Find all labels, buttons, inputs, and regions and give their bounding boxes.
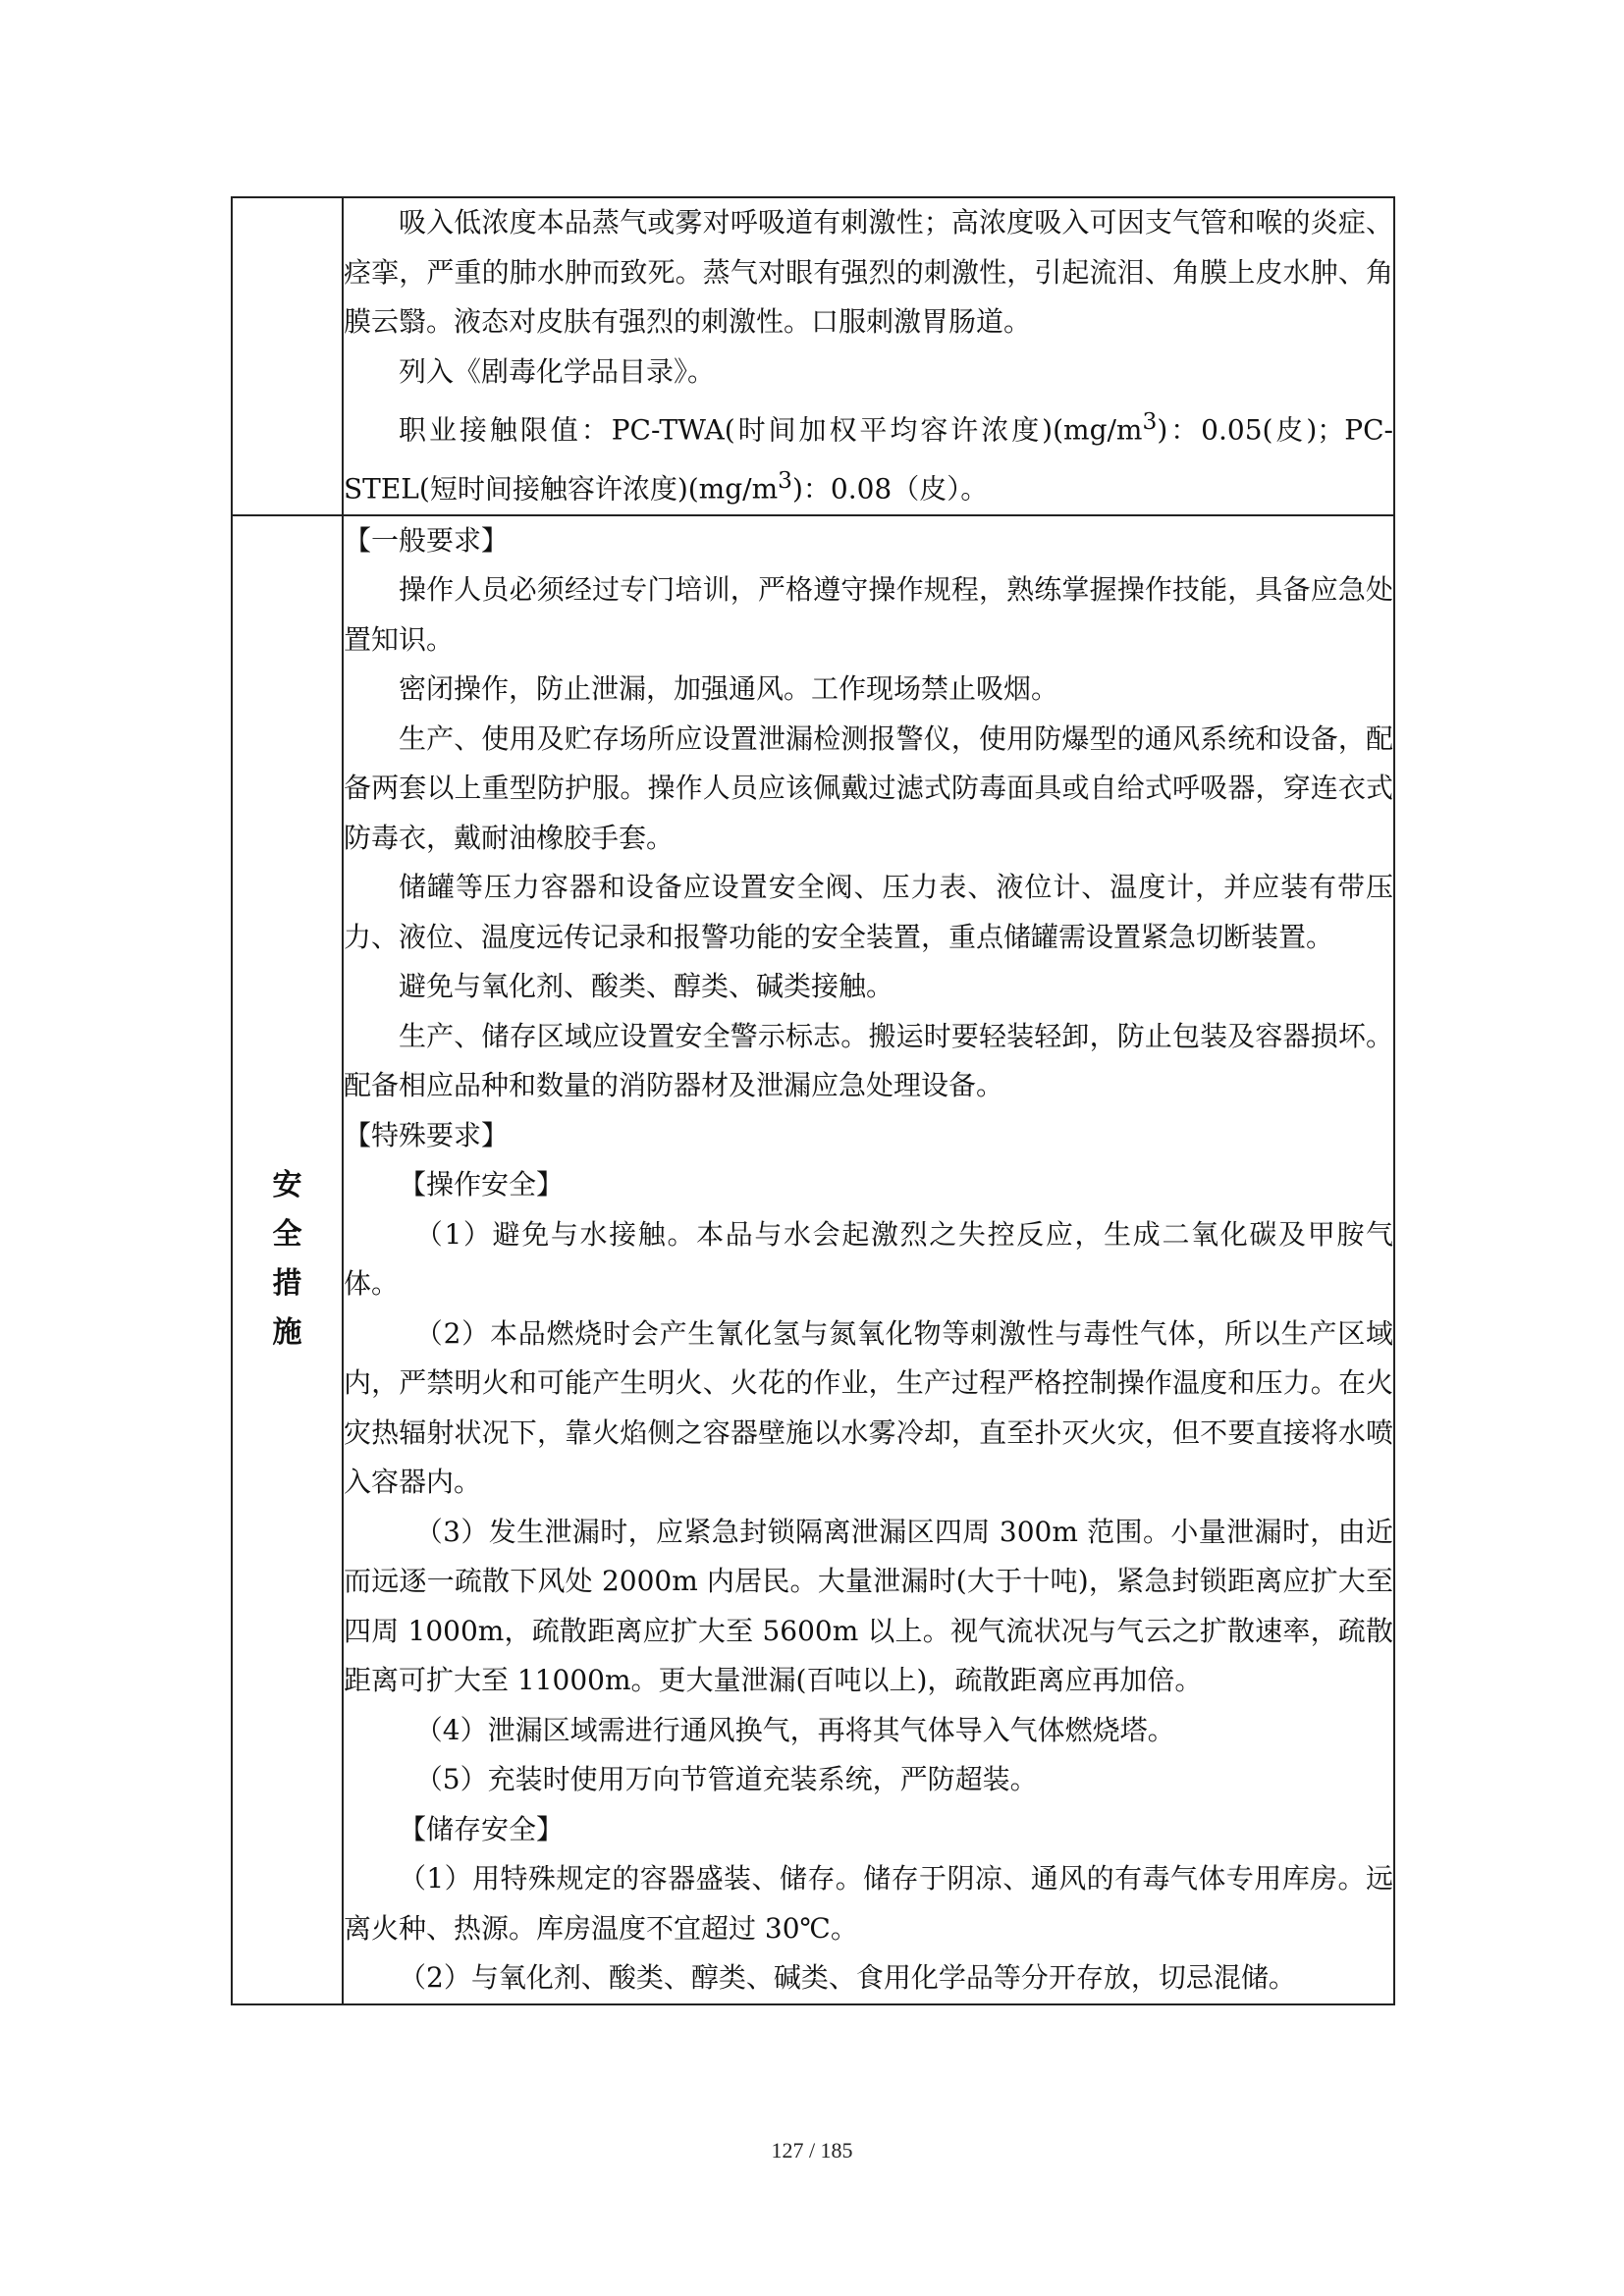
limit-superscript-2: 3 (778, 465, 792, 494)
general-paragraph: 生产、使用及贮存场所应设置泄漏检测报警仪，使用防爆型的通风系统和设备，配备两套以上重型防护服。操作人员应该佩戴过滤式防毒面具或自给式呼吸器，穿连衣式防毒衣，戴耐油橡胶手套。 (344, 721, 1393, 854)
label-char: 全 (272, 1217, 302, 1253)
limit-text-post: )：0.08（皮）。 (791, 472, 989, 506)
special-requirements-heading: 【特殊要求】 (344, 1118, 510, 1151)
general-paragraph: 储罐等压力容器和设备应设置安全阀、压力表、液位计、温度计，并应装有带压力、液位、温度远传记录和报警功能的安全装置，重点储罐需设置紧急切断装置。 (344, 871, 1393, 953)
storage-safety-heading: 【储存安全】 (399, 1812, 565, 1845)
safety-label-cell (232, 515, 343, 2004)
storage-item: （2）与氧化剂、酸类、醇类、碱类、食用化学品等分开存放，切忌混储。 (399, 1961, 1296, 1995)
label-char: 施 (272, 1315, 302, 1351)
page-number: 127 / 185 (771, 2138, 853, 2163)
hazard-row (232, 197, 1394, 515)
label-char: 安 (272, 1168, 302, 1203)
general-paragraph: 密闭操作，防止泄漏，加强通风。工作现场禁止吸烟。 (399, 672, 1059, 706)
operation-item: （4）泄漏区域需进行通风换气，再将其气体导入气体燃烧塔。 (414, 1713, 1175, 1746)
hazard-paragraph: 列入《剧毒化学品目录》。 (399, 354, 716, 388)
general-paragraph: 避免与氧化剂、酸类、醇类、碱类接触。 (399, 970, 894, 1003)
operation-item: （2）本品燃烧时会产生氰化氢与氮氧化物等刺激性与毒性气体，所以生产区域内，严禁明火和可能产生明火、火花的作业，生产过程严格控制操作温度和压力。在火灾热辐射状况下，靠火焰侧之容器壁施以水雾冷却，直至扑灭火灾，但不要直接将水喷入容器内。 (344, 1316, 1393, 1499)
storage-item: （1）用特殊规定的容器盛装、储存。储存于阴凉、通风的有毒气体专用库房。远离火种、热源。库房温度不宜超过 30℃。 (344, 1862, 1393, 1945)
general-paragraph: 操作人员必须经过专门培训，严格遵守操作规程，熟练掌握操作技能，具备应急处置知识。 (344, 573, 1393, 656)
operation-item: （1）避免与水接触。本品与水会起激烈之失控反应，生成二氧化碳及甲胺气体。 (344, 1217, 1393, 1301)
operation-item: （3）发生泄漏时，应紧急封锁隔离泄漏区四周 300m 范围。小量泄漏时，由近而远逐一疏散下风处 2000m 内居民。大量泄漏时(大于十吨)，紧急封锁距离应扩大至四周 1000m，疏散距离应扩大至 5600m 以上。视气流状况与气云之扩散速率，疏散距离可扩大至 11000m。更大量泄漏(百吨以上)，疏散距离应再加倍。 (344, 1515, 1393, 1697)
safety-measures-label (273, 1161, 302, 1358)
occupational-limit-paragraph (344, 397, 1393, 514)
operation-safety-heading: 【操作安全】 (399, 1168, 565, 1201)
general-requirements-heading: 【一般要求】 (344, 523, 510, 557)
general-paragraph: 生产、储存区域应设置安全警示标志。搬运时要轻装轻卸，防止包装及容器损坏。配备相应品种和数量的消防器材及泄漏应急处理设备。 (344, 1019, 1393, 1102)
hazard-paragraph: 吸入低浓度本品蒸气或雾对呼吸道有刺激性；高浓度吸入可因支气管和喉的炎症、痉挛，严重的肺水肿而致死。蒸气对眼有强烈的刺激性，引起流泪、角膜上皮水肿、角膜云翳。液态对皮肤有强烈的刺激性。口服刺激胃肠道。 (344, 206, 1393, 338)
document-table (231, 196, 1395, 2005)
limit-text-mid: )：0.05(皮)；PC-STEL(短时间接触容许浓度)(mg/m (344, 413, 1393, 506)
safety-row (232, 515, 1394, 2004)
label-char: 措 (272, 1266, 302, 1302)
safety-content-cell (343, 515, 1394, 2004)
hazard-label-cell (232, 197, 343, 515)
limit-text-pre: 职业接触限值：PC-TWA(时间加权平均容许浓度)(mg/m (399, 413, 1143, 447)
limit-superscript-1: 3 (1142, 407, 1158, 435)
operation-item: （5）充装时使用万向节管道充装系统，严防超装。 (414, 1763, 1038, 1796)
hazard-content-cell (343, 197, 1394, 515)
